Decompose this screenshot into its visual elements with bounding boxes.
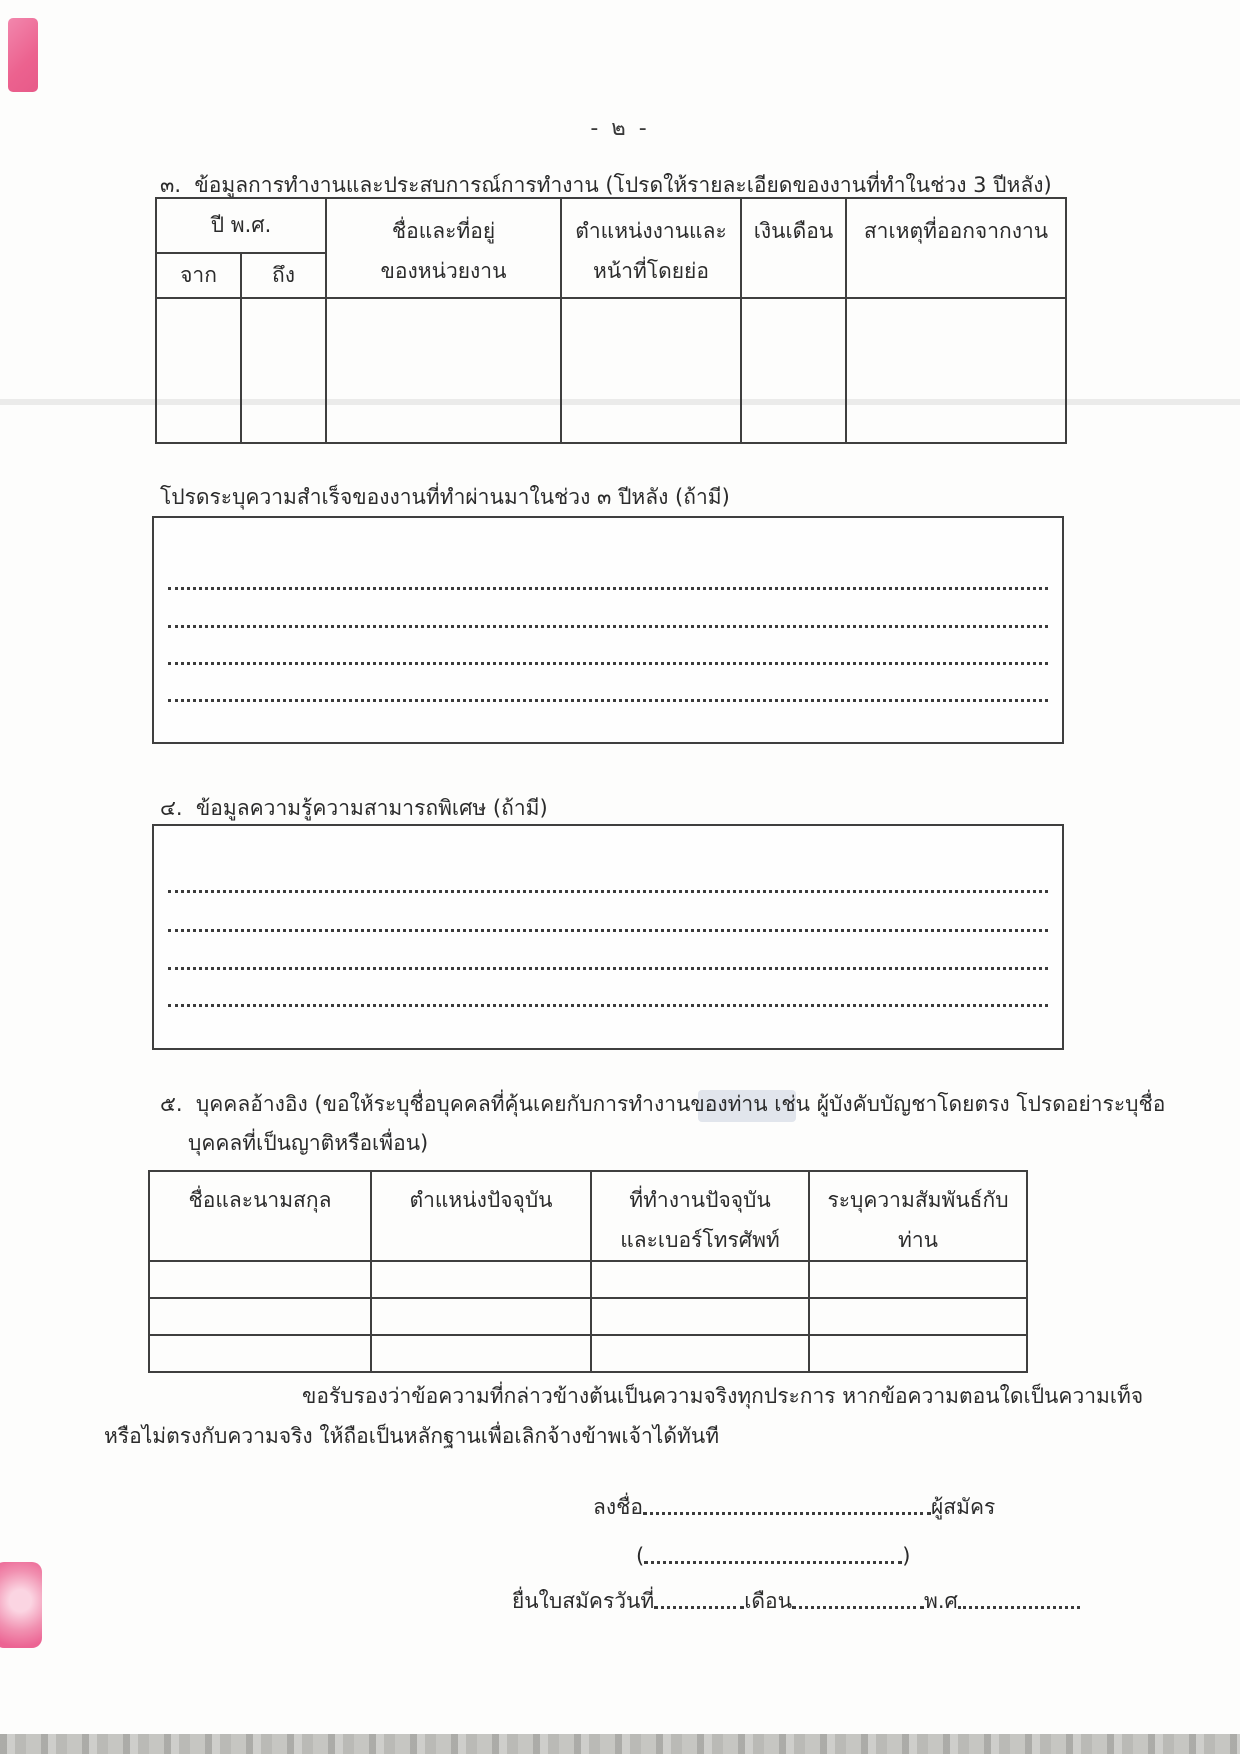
sign-label: ลงชื่อ: [593, 1495, 643, 1519]
dotted-writing-line: [168, 890, 1048, 893]
section5-heading-line2: บุคคลที่เป็นญาติหรือเพื่อน): [188, 1131, 429, 1155]
pink-scan-mark-top-left: [8, 18, 38, 92]
paren-open: (: [636, 1544, 645, 1568]
col-header-salary: เงินเดือน: [741, 198, 846, 298]
signature-name-row: [636, 1541, 910, 1571]
empty-cell: [371, 1335, 591, 1372]
empty-cell: [326, 298, 561, 443]
col-header-ref-name: ชื่อและนามสกุล: [149, 1171, 371, 1261]
references-table: [148, 1170, 1028, 1373]
dotted-writing-line: [168, 929, 1048, 932]
col-header-company: [326, 198, 561, 298]
empty-cell: [561, 298, 741, 443]
table-row: [149, 1171, 1027, 1261]
col-header-year-to: ถึง: [241, 253, 326, 298]
empty-cell: [809, 1298, 1027, 1335]
empty-cell: [809, 1261, 1027, 1298]
dotted-writing-line: [168, 1004, 1048, 1007]
col-header-year-from: จาก: [156, 253, 241, 298]
section3-heading: ๓. ข้อมูลการทำงานและประสบการณ์การทำงาน (โปรดให้รายละเอียดของงานที่ทำในช่วง 3 ปีหลัง): [160, 173, 1052, 197]
date-dotted-line: [654, 1606, 744, 1609]
table-row: [149, 1335, 1027, 1372]
col-header-ref-position: ตำแหน่งปัจจุบัน: [371, 1171, 591, 1261]
year-dotted-line: [958, 1606, 1080, 1609]
col-header-ref-workplace-line2: และเบอร์โทรศัพท์: [620, 1228, 780, 1252]
table-row: [156, 198, 1066, 253]
col-header-position-line2: หน้าที่โดยย่อ: [593, 259, 709, 283]
pink-scan-mark-bottom-left: [0, 1562, 42, 1648]
applicant-label: ผู้สมัคร: [931, 1495, 996, 1519]
special-skills-answer-box: [152, 824, 1064, 1050]
signature-row: [593, 1492, 995, 1522]
col-header-company-line1: ชื่อและที่อยู่: [391, 219, 496, 243]
col-header-ref-workplace-line1: ที่ทำงานปัจจุบัน: [629, 1188, 771, 1212]
scanner-edge-strip: [0, 1734, 1240, 1754]
col-header-position-line1: ตำแหน่งงานและ: [575, 219, 727, 243]
col-header-position: [561, 198, 741, 298]
year-label: พ.ศ: [924, 1589, 958, 1613]
empty-cell: [149, 1261, 371, 1298]
month-dotted-line: [792, 1606, 924, 1609]
achievements-label: โปรดระบุความสำเร็จของงานที่ทำผ่านมาในช่วง ๓ ปีหลัง (ถ้ามี): [160, 485, 730, 509]
signature-name-dotted-line: [644, 1561, 902, 1564]
col-header-ref-relation: ระบุความสัมพันธ์กับท่าน: [809, 1171, 1027, 1261]
empty-cell: [241, 298, 326, 443]
empty-cell: [591, 1298, 809, 1335]
section5-heading-line1: ๕. บุคคลอ้างอิง (ขอให้ระบุชื่อบุคคลที่คุ้นเคยกับการทำงานของท่าน เช่น ผู้บังคับบัญชาโดยตรง โปรดอย่าระบุชื่อ: [160, 1092, 1166, 1116]
empty-cell: [741, 298, 846, 443]
dotted-writing-line: [168, 967, 1048, 970]
empty-cell: [371, 1298, 591, 1335]
dotted-writing-line: [168, 587, 1048, 590]
table-row: [156, 298, 1066, 443]
empty-cell: [371, 1261, 591, 1298]
empty-cell: [149, 1298, 371, 1335]
paren-close: ): [902, 1544, 911, 1568]
empty-cell: [809, 1335, 1027, 1372]
submission-date-row: [512, 1586, 1080, 1616]
achievements-answer-box: [152, 516, 1064, 744]
certification-line1: ขอรับรองว่าข้อความที่กล่าวข้างต้นเป็นความจริงทุกประการ หากข้อความตอนใดเป็นความเท็จ: [302, 1384, 1144, 1408]
table-row: [149, 1298, 1027, 1335]
page-number: - ๒ -: [590, 116, 650, 141]
col-header-year: ปี พ.ศ.: [156, 198, 326, 253]
col-header-company-line2: ของหน่วยงาน: [380, 259, 507, 283]
col-header-leave-reason: สาเหตุที่ออกจากงาน: [846, 198, 1066, 298]
empty-cell: [846, 298, 1066, 443]
col-header-ref-workplace: [591, 1171, 809, 1261]
dotted-writing-line: [168, 625, 1048, 628]
submission-date-label: ยื่นใบสมัครวันที่: [512, 1589, 655, 1613]
table-row: [149, 1261, 1027, 1298]
certification-line2: หรือไม่ตรงกับความจริง ให้ถือเป็นหลักฐานเพื่อเลิกจ้างข้าพเจ้าได้ทันที: [104, 1424, 720, 1448]
empty-cell: [591, 1335, 809, 1372]
work-history-table: [155, 197, 1067, 444]
signature-dotted-line: [643, 1512, 931, 1515]
empty-cell: [149, 1335, 371, 1372]
empty-cell: [591, 1261, 809, 1298]
dotted-writing-line: [168, 699, 1048, 702]
empty-cell: [156, 298, 241, 443]
dotted-writing-line: [168, 662, 1048, 665]
section4-heading: ๔. ข้อมูลความรู้ความสามารถพิเศษ (ถ้ามี): [160, 796, 548, 820]
month-label: เดือน: [744, 1589, 793, 1613]
